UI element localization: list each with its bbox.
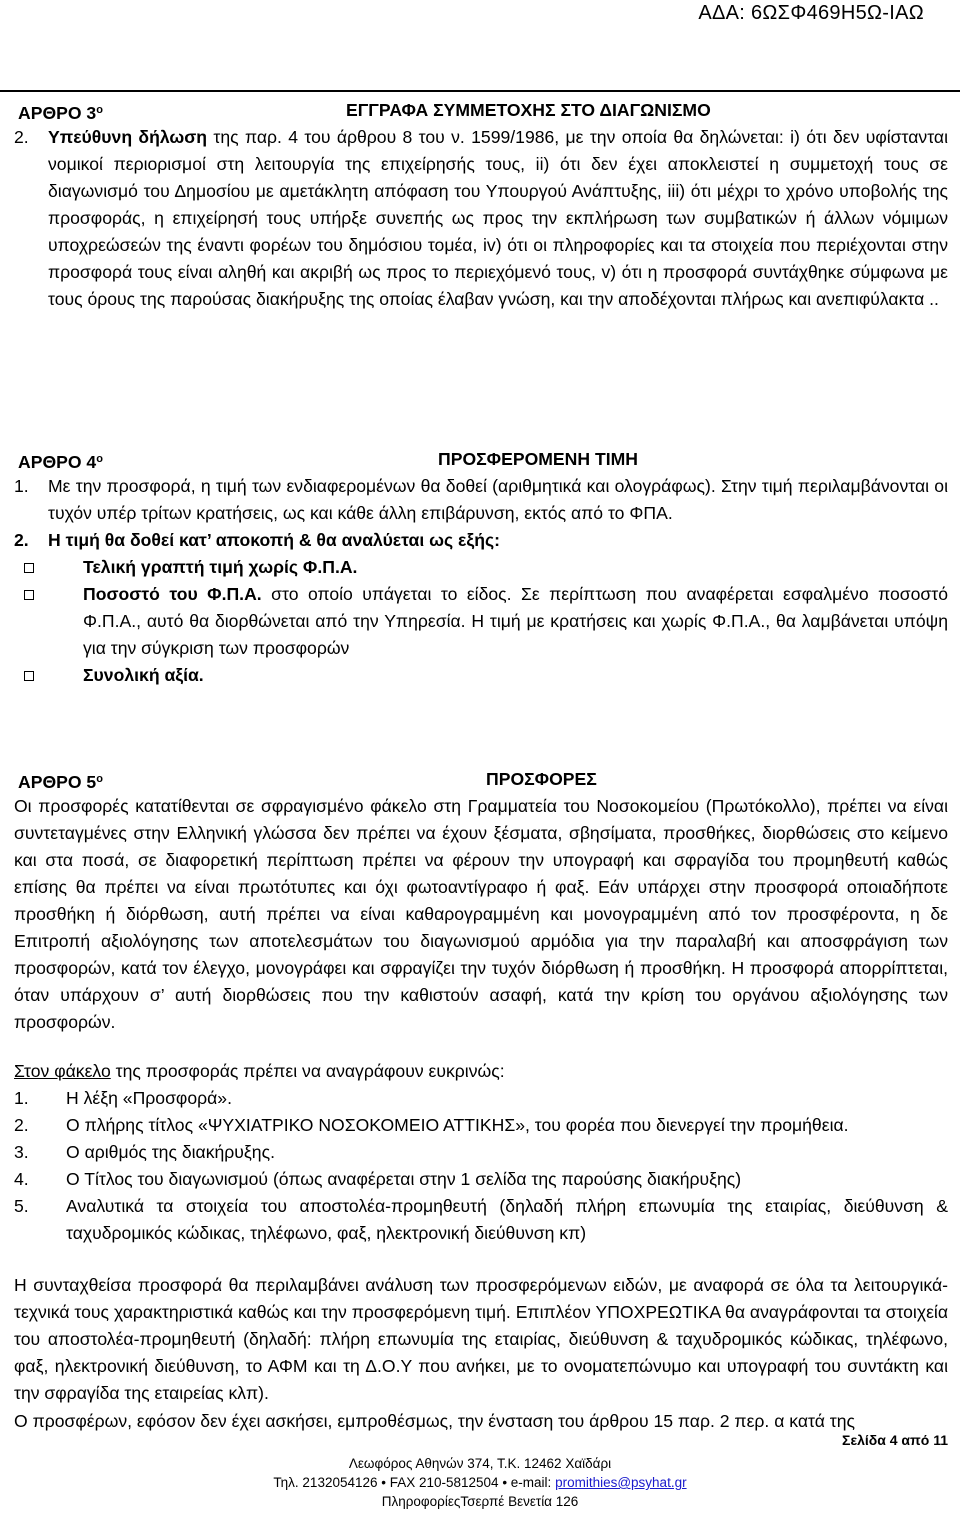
article-3-number: ΑΡΘΡΟ $3^o$ [18,103,103,123]
ada-code: ΑΔΑ: 6ΩΣΦ469Η5Ω-ΙΑΩ [698,2,924,24]
article-5-number: ΑΡΘΡΟ $5^o$ [18,772,103,792]
checkbox-bullet-icon [24,563,34,573]
article-5-heading [14,766,948,793]
objection-paragraph: Ο προσφέρων, εφόσον δεν έχει ασκήσει, εμπροθέσμως, την ένσταση του άρθρου 15 παρ. 2 περ. α κατά της [14,1411,855,1431]
list-item: 5. Αναλυτικά τα στοιχεία του αποστολέα-προμηθευτή (δηλαδή πλήρη επωνυμία της εταιρίας, διεύθυνση & ταχυδρομικός κώδικας, τηλέφωνο, φαξ, ηλεκτρονική διεύθυνση κπ) [14,1196,948,1243]
envelope-section [14,1058,948,1247]
article-4-heading [14,446,948,473]
page-number: Σελίδα 4 από 11 [842,1432,948,1448]
checkbox-bullet-icon [24,590,34,600]
article-4-number: ΑΡΘΡΟ $4^o$ [18,452,103,472]
list-item: 1. Η λέξη «Προσφορά». [14,1088,232,1108]
footer-contact: Τηλ. 2132054126 • FAX 210-5812504 • e-mail: promithies@psyhat.gr [273,1475,687,1490]
article-4-item-1: 1. Με την προσφορά, η τιμή των ενδιαφερομένων θα δοθεί (αριθμητικά και ολογράφως). Στην τιμή περιλαμβάνονται οι τυχόν υπέρ τρίτων κρατήσεις, ως και κάθε άλλη επιβάρυνση, εκτός από το ΦΠΑ. [14,476,948,523]
article-4-item-2: 2. Η τιμή θα δοθεί κατ’ αποκοπή & θα αναλύεται ως εξής: [14,530,500,550]
envelope-list [14,1085,948,1247]
footer [0,1454,960,1511]
offer-content-section [14,1272,948,1407]
article-3-title: ΕΓΓΡΑΦΑ ΣΥΜΜΕΤΟΧΗΣ ΣΤΟ ΔΙΑΓΩΝΙΣΜΟ [346,100,711,120]
article-3-heading [14,97,948,124]
article-4-title: ΠΡΟΣΦΕΡΟΜΕΝΗ ΤΙΜΗ [438,449,638,469]
bullet-total-value: Συνολική αξία. [14,662,948,689]
article-3-item-2: 2. Υπεύθυνη δήλωση της παρ. 4 του άρθρου 8 του ν. 1599/1986, με την οποία θα δηλώνεται: i) ότι δεν υφίστανται νομικοί περιορισμοί στη λειτουργία της επιχείρησής τους, ii) ότι δεν έχει αποκλειστεί η συμμετοχή τους σε διαγωνισμό του Δημοσίου με αμετάκλητη απόφαση του Υπουργού Ανάπτυξης, iii) ότι μέχρι το χρόνο υποβολής της προσφοράς, η επιχείρησή τους υπήρξε συνεπής ως προς την εκπλήρωση των συμβατικών ή άλλων νόμιμων υποχρεώσεών της έναντι φορέων του δημόσιου τομέα, iv) ότι οι πληροφορίες και τα στοιχεία που περιέχονται στην προσφορά τους είναι αληθή και ακριβή ως προς το περιεχόμενό τους, v) ότι η προσφορά συντάχθηκε σύμφωνα με τους όρους της παρούσας διακήρυξης της οποίας έλαβαν γνώση, και την αποδέχονται πλήρως και ανεπιφύλακτα .. [14,127,948,309]
header-divider [0,90,960,92]
offers-paragraph: Οι προσφορές κατατίθενται σε σφραγισμένο φάκελο στη Γραμματεία του Νοσοκομείου (Πρωτόκολλο), πρέπει να είναι συντεταγμένες στην Ελληνική γλώσσα δεν πρέπει να έχουν ξέσματα, σβησίματα, προσθήκες, διορθώσεις στο κείμενο και στα ποσά, σε διαφορετική περίπτωση πρέπει να φέρουν την υπογραφή και σφραγίδα του προμηθευτή καθώς επίσης θα πρέπει να είναι πρωτότυπες και όχι φωτοαντίγραφο ή φαξ. Εάν υπάρχει στην προσφορά οποιαδήποτε προσθήκη ή διόρθωση, αυτή πρέπει να είναι καθαρογραμμένη και μονογραμμένη από τον προσφέροντα, η δε Επιτροπή αξιολόγησης των αποτελεσμάτων του διαγωνισμού αρμόδια για την παραλαβή και αποσφράγιση των προσφορών, κατά τον έλεγχο, μονογράφει και σφραγίζει την τυχόν διόρθωση ή προσθήκη. Η προσφορά απορρίπτεται, όταν υπάρχουν σ’ αυτή διορθώσεις που την καθιστούν ασαφή, κατά την κρίση του οργάνου αξιολόγησης των προσφορών. [14,796,948,1032]
footer-info: ΠληροφορίεςΤσερπέ Βενετία 126 [381,1494,579,1509]
email-link[interactable]: promithies@psyhat.gr [555,1475,687,1490]
checkbox-bullet-icon [24,671,34,681]
bullet-final-price: Τελική γραπτή τιμή χωρίς Φ.Π.Α. [14,554,948,581]
list-item: 3. Ο αριθμός της διακήρυξης. [14,1142,275,1162]
envelope-intro: Στον φάκελο της προσφοράς πρέπει να αναγράφουν ευκρινώς: [14,1061,505,1081]
article-3 [14,97,948,313]
article-5 [14,766,948,1036]
offer-content-paragraph: Η συνταχθείσα προσφορά θα περιλαμβάνει ανάλυση των προσφερόμενων ειδών, με αναφορά σε όλα τα λειτουργικά-τεχνικά τους χαρακτηριστικά καθώς και την προσφερόμενη τιμή. Επιπλέον ΥΠΟΧΡΕΩΤΙΚΑ θα αναγράφονται τα στοιχεία του αποστολέα-προμηθευτή (δηλαδή: πλήρη επωνυμία της εταιρίας, διεύθυνση & ταχυδρομικός κώδικας, τηλέφωνο, φαξ, ηλεκτρονική διεύθυνση, το ΑΦΜ και τη Δ.Ο.Υ που ανήκει, με το ονοματεπώνυμο και υπογραφή του συντάκτη και την σφραγίδα της εταιρείας κλπ). [14,1275,948,1403]
list-item: 2. Ο πλήρης τίτλος «ΨΥΧΙΑΤΡΙΚΟ ΝΟΣΟΚΟΜΕΙΟ ΑΤΤΙΚΗΣ», του φορέα που διενεργεί την προμήθεια. [14,1115,849,1135]
objection-section [14,1408,948,1435]
footer-address: Λεωφόρος Αθηνών 374, Τ.Κ. 12462 Χαϊδάρι [348,1456,612,1471]
article-4 [14,446,948,689]
list-item: 4. Ο Τίτλος του διαγωνισμού (όπως αναφέρεται στην 1 σελίδα της παρούσης διακήρυξης) [14,1169,742,1189]
article-5-title: ΠΡΟΣΦΟΡΕΣ [486,769,597,789]
bullet-vat-percentage: Ποσοστό του Φ.Π.Α. στο οποίο υπάγεται το είδος. Σε περίπτωση που αναφέρεται εσφαλμένο ποσοστό Φ.Π.Α., αυτό θα διορθώνεται από την Υπηρεσία. Η τιμή με κρατήσεις και χωρίς Φ.Π.Α., θα λαμβάνεται υπόψη για την σύγκριση των προσφορών [14,581,948,662]
